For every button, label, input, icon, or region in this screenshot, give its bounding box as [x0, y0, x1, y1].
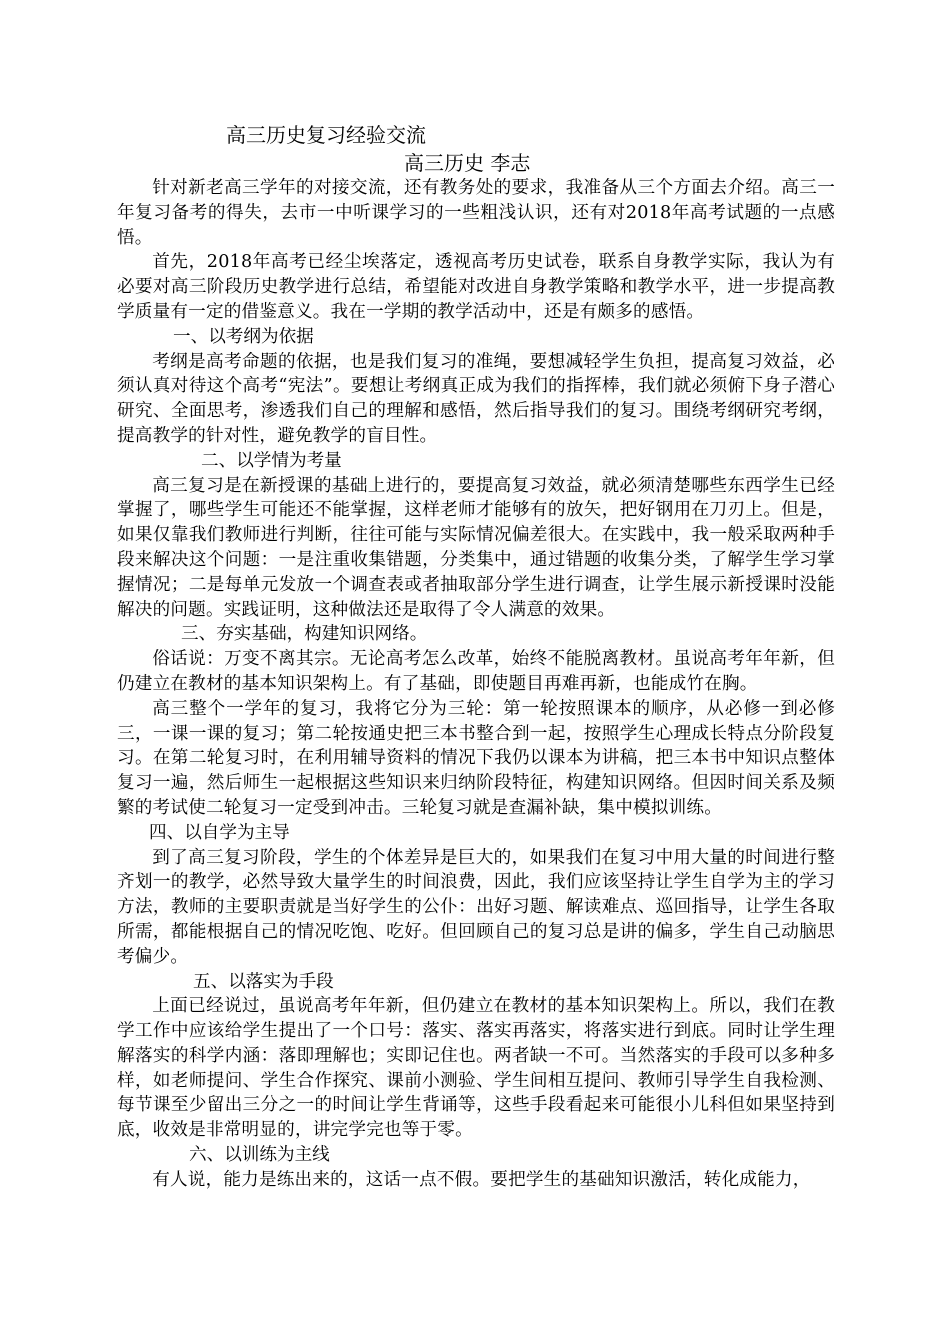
- paragraph: 有人说，能力是练出来的，这话一点不假。要把学生的基础知识激活，转化成能力，: [152, 1169, 811, 1190]
- paragraph: 考纲是高考命题的依据，也是我们复习的准绳，要想减轻学生负担，提高复习效益，必须认真对待这个高考“宪法”。要想让考纲真正成为我们的指挥棒，我们就必须俯下身子潜心研究、全面思考，渗透我们自己的理解和感悟，然后指导我们的复习。围绕考纲研究考纲，提高教学的针对性，避免教学的盲目性。: [117, 351, 835, 446]
- section-heading: 二、以学情为考量: [201, 450, 342, 471]
- paragraph: 针对新老高三学年的对接交流，还有教务处的要求，我准备从三个方面去介绍。高三一年复习备考的得失，去市一中听课学习的一些粗浅认识，还有对2018年高考试题的一点感悟。: [117, 178, 835, 248]
- section-heading: 六、以训练为主线: [189, 1145, 330, 1166]
- paragraph: 首先，2018年高考已经尘埃落定，透视高考历史试卷，联系自身教学实际，我认为有必要对高三阶段历史教学进行总结，希望能对改进自身教学策略和教学水平，进一步提高教学质量有一定的借鉴意义。我在一学期的教学活动中，还是有颇多的感悟。: [117, 252, 835, 322]
- section-heading: 四、以自学为主导: [149, 822, 290, 843]
- section-heading: 一、以考纲为依据: [173, 326, 314, 347]
- paragraph: 俗话说：万变不离其宗。无论高考怎么改革，始终不能脱离教材。虽说高考年年新，但仍建立在教材的基本知识架构上。有了基础，即使题目再难再新，也能成竹在胸。: [117, 649, 835, 694]
- paragraph: 到了高三复习阶段，学生的个体差异是巨大的，如果我们在复习中用大量的时间进行整齐划一的教学，必然导致大量学生的时间浪费，因此，我们应该坚持让学生自学为主的学习方法，教师的主要职责就是当好学生的公仆：出好习题、解读难点、巡回指导，让学生各取所需，都能根据自己的情况吃饱、吃好。但回顾自己的复习总是讲的偏多，学生自己动脑思考偏少。: [117, 847, 835, 967]
- paragraph: 上面已经说过，虽说高考年年新，但仍建立在教材的基本知识架构上。所以，我们在教学工作中应该给学生提出了一个口号：落实、落实再落实，将落实进行到底。同时让学生理解落实的科学内涵：落即理解也；实即记住也。两者缺一不可。当然落实的手段可以多种多样，如老师提问、学生合作探究、课前小测验、学生间相互提问、教师引导学生自我检测、每节课至少留出三分之一的时间让学生背诵等，这些手段看起来可能很小儿科但如果坚持到底，收效是非常明显的，讲完学完也等于零。: [117, 996, 835, 1141]
- document-body: [117, 176, 835, 1193]
- document-title: 高三历史复习经验交流: [226, 123, 426, 147]
- paragraph: 高三复习是在新授课的基础上进行的，要提高复习效益，就必须清楚哪些东西学生已经掌握了，哪些学生可能还不能掌握，这样老师才能够有的放矢，把好钢用在刀刃上。但是，如果仅靠我们教师进行判断，往往可能与实际情况偏差很大。在实践中，我一般采取两种手段来解决这个问题：一是注重收集错题，分类集中，通过错题的收集分类，了解学生学习掌握情况；二是每单元发放一个调查表或者抽取部分学生进行调查，让学生展示新授课时没能解决的问题。实践证明，这种做法还是取得了令人满意的效果。: [117, 475, 835, 620]
- section-heading: 三、夯实基础，构建知识网络。: [181, 624, 428, 645]
- section-heading: 五、以落实为手段: [193, 971, 334, 992]
- paragraph: 高三整个一学年的复习，我将它分为三轮：第一轮按照课本的顺序，从必修一到必修三，一课一课的复习；第二轮按通史把三本书整合到一起，按照学生心理成长特点分阶段复习。在第二轮复习时，在利用辅导资料的情况下我仍以课本为讲稿，把三本书中知识点整体复习一遍，然后师生一起根据这些知识来归纳阶段特征，构建知识网络。但因时间关系及频繁的考试使二轮复习一定受到冲击。三轮复习就是查漏补缺，集中模拟训练。: [117, 698, 835, 818]
- document-byline: 高三历史 李志: [404, 151, 531, 175]
